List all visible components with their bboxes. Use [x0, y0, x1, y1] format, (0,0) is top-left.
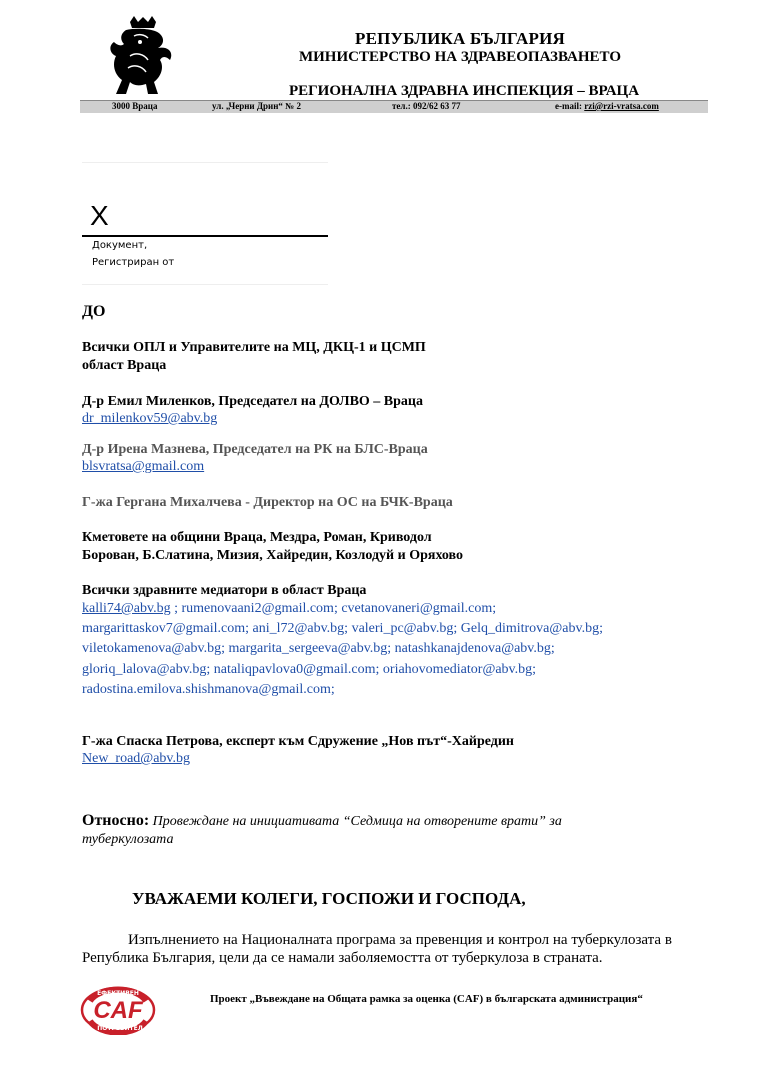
recipient-7-email-link[interactable]: New_road@abv.bg: [82, 751, 191, 766]
address-phone: тел.: 092/62 63 77: [392, 101, 461, 111]
body-line-1: Изпълнението на Националната програма за превенция и контрол на туберкулозата в: [128, 932, 672, 948]
body-line-2: Република България, цели да се намали заболяемостта от туберкулоза в страната.: [82, 950, 603, 966]
recipient-1-line-2: област Враца: [82, 358, 167, 373]
subject-line-2: туберкулозата: [82, 832, 174, 847]
greeting: УВАЖАЕМИ КОЛЕГИ, ГОСПОЖИ И ГОСПОДА,: [132, 889, 526, 908]
signature-caption-1: Документ,: [92, 240, 148, 251]
signature-line: [82, 235, 328, 237]
recipient-3-email-link[interactable]: blsvratsa@gmail.com: [82, 459, 205, 474]
header-email-link[interactable]: rzi@rzi-vratsa.com: [584, 101, 659, 111]
recipient-2-email-link[interactable]: dr_milenkov59@abv.bg: [82, 411, 218, 426]
recipient-4-name: Г-жа Гергана Михалчева - Директор на ОС на БЧК-Враца: [82, 495, 453, 510]
caf-logo-mid-text: CAF: [93, 997, 143, 1024]
recipient-6-title: Всички здравните медиатори в област Враца: [82, 583, 367, 598]
recipient-3-name: Д-р Ирена Мазнева, Председател на РК на БЛС-Враца: [82, 442, 428, 457]
signature-bottom-divider: [82, 284, 328, 285]
recipient-7-name: Г-жа Спаска Петрова, експерт към Сдружение „Нов път“-Хайредин: [82, 734, 514, 749]
mediator-emails-line-5: radostina.emilova.shishmanova@gmail.com;: [82, 682, 335, 697]
recipient-2-name: Д-р Емил Миленков, Председател на ДОЛВО – Враца: [82, 394, 423, 409]
footer-project-text: Проект „Въвеждане на Общата рамка за оценка (CAF) в българската администрация“: [210, 993, 643, 1005]
to-label: ДО: [82, 303, 106, 320]
mediator-emails-rest: ; rumenovaani2@gmail.com; cvetanovaneri@gmail.com;: [170, 601, 497, 616]
caf-logo-icon: [80, 985, 160, 1035]
signature-top-divider: [82, 162, 328, 163]
header-ministry: МИНИСТЕРСТВО НА ЗДРАВЕОПАЗВАНЕТО: [298, 49, 622, 65]
address-street: ул. „Черни Дрин“ № 2: [212, 101, 301, 111]
mediator-emails-line-1: [82, 601, 496, 617]
signature-mark: X: [90, 200, 109, 231]
address-bar: [80, 100, 708, 113]
subject-text-1: Провеждане на инициативата “Седмица на отворените врати” за: [149, 814, 562, 829]
mediator-first-email-link[interactable]: kalli74@abv.bg: [82, 601, 171, 616]
caf-logo-bottom-text: ПОТРЕБИТЕЛ: [97, 1025, 143, 1032]
address-email: [555, 101, 659, 111]
subject-line-1: [82, 812, 562, 830]
coat-of-arms-icon: [104, 16, 182, 98]
header-inspection: РЕГИОНАЛНА ЗДРАВНА ИНСПЕКЦИЯ – ВРАЦА: [288, 83, 640, 99]
signature-caption-2: Регистриран от: [92, 257, 175, 268]
subject-label: Относно:: [82, 812, 150, 829]
header-country: РЕПУБЛИКА БЪЛГАРИЯ: [355, 29, 565, 48]
mediator-emails-line-2: margarittaskov7@gmail.com; ani_l72@abv.bg; valeri_pc@abv.bg; Gelq_dimitrova@abv.bg;: [82, 621, 603, 636]
recipient-5-line-2: Борован, Б.Слатина, Мизия, Хайредин, Козлодуй и Оряхово: [82, 548, 464, 563]
mediator-emails-line-4: gloriq_lalova@abv.bg; nataliqpavlova0@gmail.com; oriahovomediator@abv.bg;: [82, 662, 537, 677]
recipient-5-line-1: Кметовете на общини Враца, Мездра, Роман, Криводол: [82, 530, 432, 545]
address-city: 3000 Враца: [112, 101, 158, 111]
mediator-emails-line-3: viletokamenova@abv.bg; margarita_sergeeva@abv.bg; natashkanajdenova@abv.bg;: [82, 641, 555, 656]
email-label: e-mail:: [555, 101, 585, 111]
recipient-1-line-1: Всички ОПЛ и Управителите на МЦ, ДКЦ-1 и ЦСМП: [82, 340, 426, 355]
caf-logo-top-text: ЕФЕКТИВЕН: [97, 990, 139, 997]
